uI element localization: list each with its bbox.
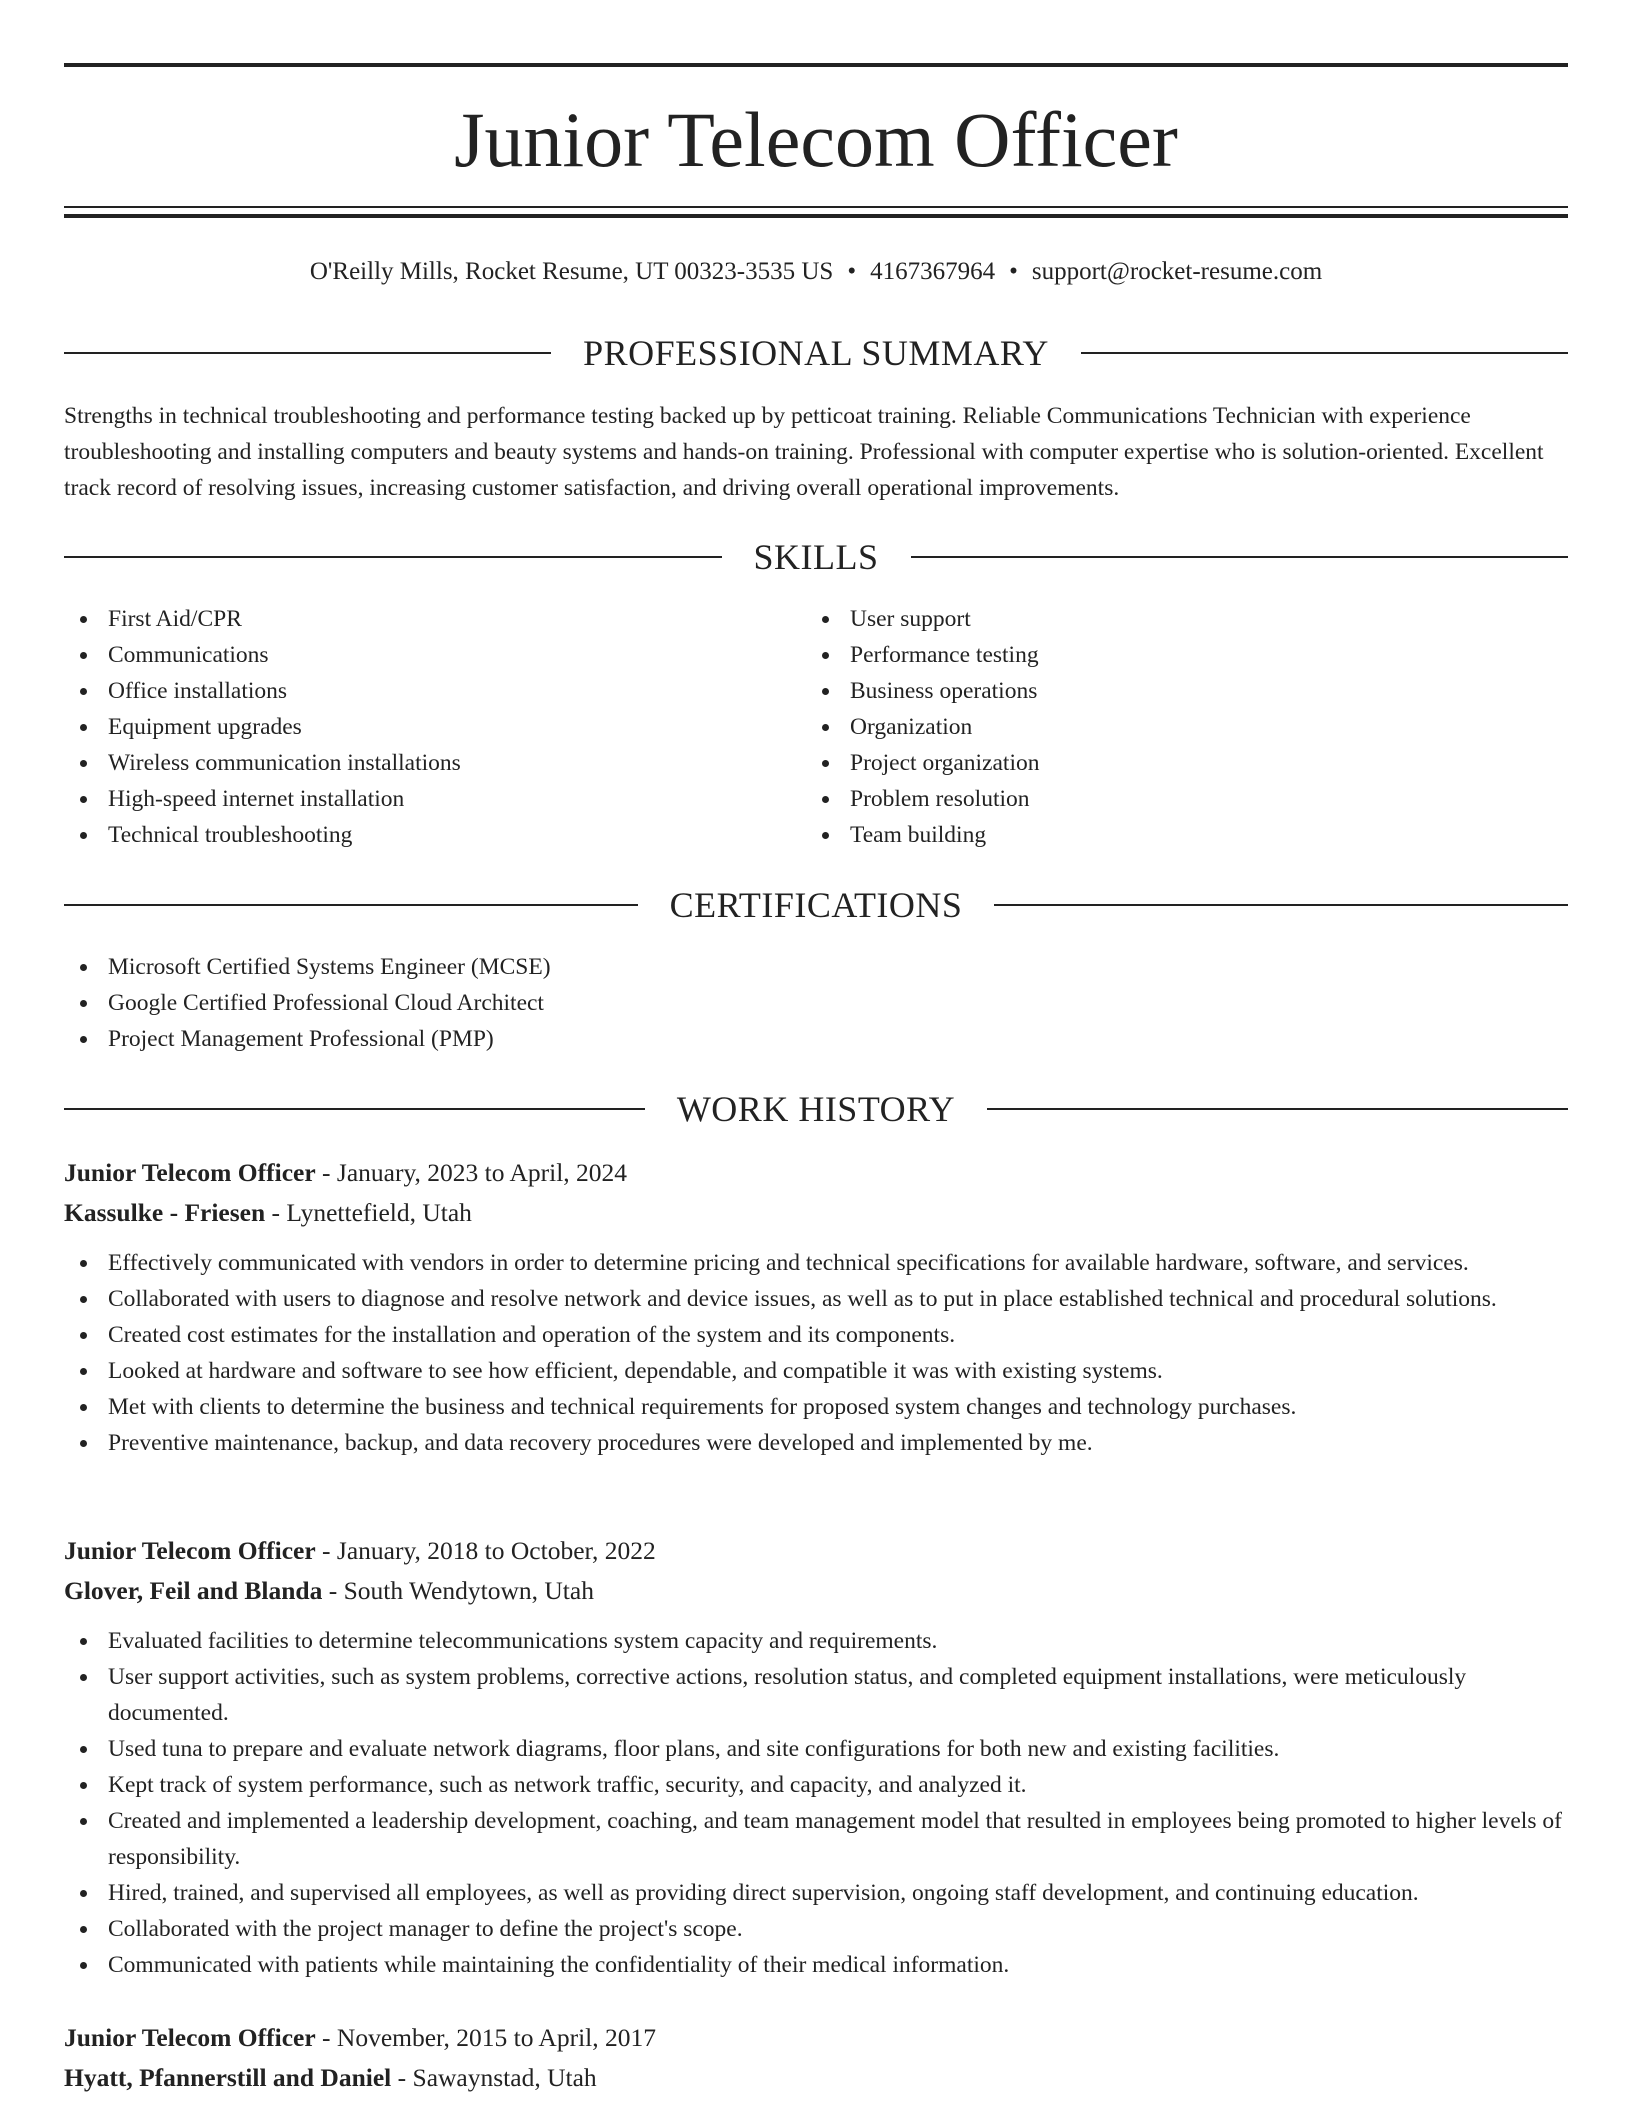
section-heading-skills (64, 535, 1568, 579)
skills-list-right (806, 601, 1546, 853)
heading-rule-left (64, 556, 722, 558)
job-bullet: Hired, trained, and supervised all employees, as well as providing direct supervision, ongoing staff development, and continuing education. (64, 1875, 1568, 1911)
heading-rule-left (64, 904, 638, 906)
contact-phone: 4167367964 (870, 258, 996, 285)
certification-item: Google Certified Professional Cloud Architect (64, 985, 1568, 1021)
job-bullet: Met with clients to determine the business and technical requirements for proposed system changes and technology purchases. (64, 1389, 1568, 1425)
skill-item: First Aid/CPR (64, 601, 804, 637)
job-entry (64, 2018, 1568, 2110)
job-role: Junior Telecom Officer (64, 1536, 316, 1565)
job-company: Glover, Feil and Blanda (64, 1576, 323, 1605)
job-role: Junior Telecom Officer (64, 2023, 316, 2052)
skill-item: Business operations (806, 673, 1546, 709)
certifications-list (64, 949, 1568, 1057)
job-bullet: Collaborated with users to diagnose and resolve network and device issues, as well as to put in place established technical and procedural solutions. (64, 1281, 1568, 1317)
heading-rule-right (994, 904, 1568, 906)
certification-item: Microsoft Certified Systems Engineer (MCSE) (64, 949, 1568, 985)
job-bullet: Effectively communicated with vendors in order to determine pricing and technical specifications for available hardware, software, and services. (64, 1245, 1568, 1281)
skill-item: Wireless communication installations (64, 745, 804, 781)
resume-title: Junior Telecom Officer (454, 96, 1178, 183)
job-bullet: Created cost estimates for the installation and operation of the system and its components. (64, 1317, 1568, 1353)
contact-email: support@rocket-resume.com (1031, 258, 1323, 285)
skill-item: High-speed internet installation (64, 781, 804, 817)
skill-item: User support (806, 601, 1546, 637)
skill-item: Communications (64, 637, 804, 673)
job-title-line (64, 1531, 1568, 1571)
job-company-line (64, 1193, 1568, 1233)
job-bullet: Communicated with patients while maintaining the confidentiality of their medical information. (64, 1947, 1568, 1983)
job-dates: - November, 2015 to April, 2017 (315, 2023, 657, 2052)
section-heading-label: PROFESSIONAL SUMMARY (583, 333, 1049, 373)
skill-item: Organization (806, 709, 1546, 745)
contact-line (64, 254, 1568, 290)
job-dates: - January, 2023 to April, 2024 (315, 1158, 628, 1187)
contact-separator: • (1009, 258, 1018, 285)
job-bullets (64, 1245, 1568, 1461)
section-heading-work-history (64, 1087, 1568, 1131)
heading-rule-left (64, 352, 551, 354)
job-bullet: Preventive maintenance, backup, and data recovery procedures were developed and implemented by me. (64, 1425, 1568, 1461)
job-bullet: Evaluated facilities to determine telecommunications system capacity and requirements. (64, 1623, 1568, 1659)
job-title-line (64, 2018, 1568, 2058)
job-company-line (64, 2058, 1568, 2098)
skill-item: Problem resolution (806, 781, 1546, 817)
heading-rule-right (911, 556, 1569, 558)
skill-item: Project organization (806, 745, 1546, 781)
job-bullet: Collaborated with the project manager to define the project's scope. (64, 1911, 1568, 1947)
title-rule-thin (64, 206, 1568, 208)
skills-list-left (64, 601, 804, 853)
job-bullet: Used tuna to prepare and evaluate network diagrams, floor plans, and site configurations for both new and existing facilities. (64, 1731, 1568, 1767)
job-location: - Lynettefield, Utah (265, 1198, 472, 1227)
section-heading-summary (64, 331, 1568, 375)
job-company: Kassulke - Friesen (64, 1198, 266, 1227)
heading-rule-right (1081, 352, 1568, 354)
job-bullet: Looked at hardware and software to see how efficient, dependable, and compatible it was with existing systems. (64, 1353, 1568, 1389)
job-dates: - January, 2018 to October, 2022 (315, 1536, 656, 1565)
job-location: - Sawaynstad, Utah (391, 2063, 597, 2092)
contact-address: O'Reilly Mills, Rocket Resume, UT 00323-3535 US (309, 258, 834, 285)
skill-item: Performance testing (806, 637, 1546, 673)
heading-rule-right (987, 1108, 1568, 1110)
summary-text: Strengths in technical troubleshooting and performance testing backed up by petticoat training. Reliable Communications Technician with experience troubleshooting and installing computers and beauty systems and hands-on training. Professional with computer expertise who is solution-oriented. Excellent track record of resolving issues, increasing customer satisfaction, and driving overall operational improvements. (64, 403, 1544, 501)
skill-item: Technical troubleshooting (64, 817, 804, 853)
section-heading-label: SKILLS (753, 537, 879, 577)
section-heading-label: WORK HISTORY (676, 1089, 956, 1129)
section-heading-label: CERTIFICATIONS (669, 885, 963, 925)
job-bullet: User support activities, such as system problems, corrective actions, resolution status, and completed equipment installations, were meticulously documented. (64, 1659, 1568, 1731)
certification-item: Project Management Professional (PMP) (64, 1021, 1568, 1057)
skill-item: Equipment upgrades (64, 709, 804, 745)
job-bullets (64, 1623, 1568, 1983)
title-rule-thick (64, 214, 1568, 218)
job-company: Hyatt, Pfannerstill and Daniel (64, 2063, 392, 2092)
section-heading-certifications (64, 883, 1568, 927)
skill-item: Team building (806, 817, 1546, 853)
job-bullet: Created and implemented a leadership development, coaching, and team management model that resulted in employees being promoted to higher levels of responsibility. (64, 1803, 1568, 1875)
job-bullet: Kept track of system performance, such as network traffic, security, and capacity, and analyzed it. (64, 1767, 1568, 1803)
job-entry (64, 1531, 1568, 1983)
job-entry (64, 1153, 1568, 1461)
contact-separator: • (847, 258, 857, 285)
job-title-line (64, 1153, 1568, 1193)
heading-rule-left (64, 1108, 645, 1110)
skill-item: Office installations (64, 673, 804, 709)
job-location: - South Wendytown, Utah (322, 1576, 594, 1605)
top-rule (64, 63, 1568, 67)
job-company-line (64, 1571, 1568, 1611)
job-role: Junior Telecom Officer (64, 1158, 316, 1187)
